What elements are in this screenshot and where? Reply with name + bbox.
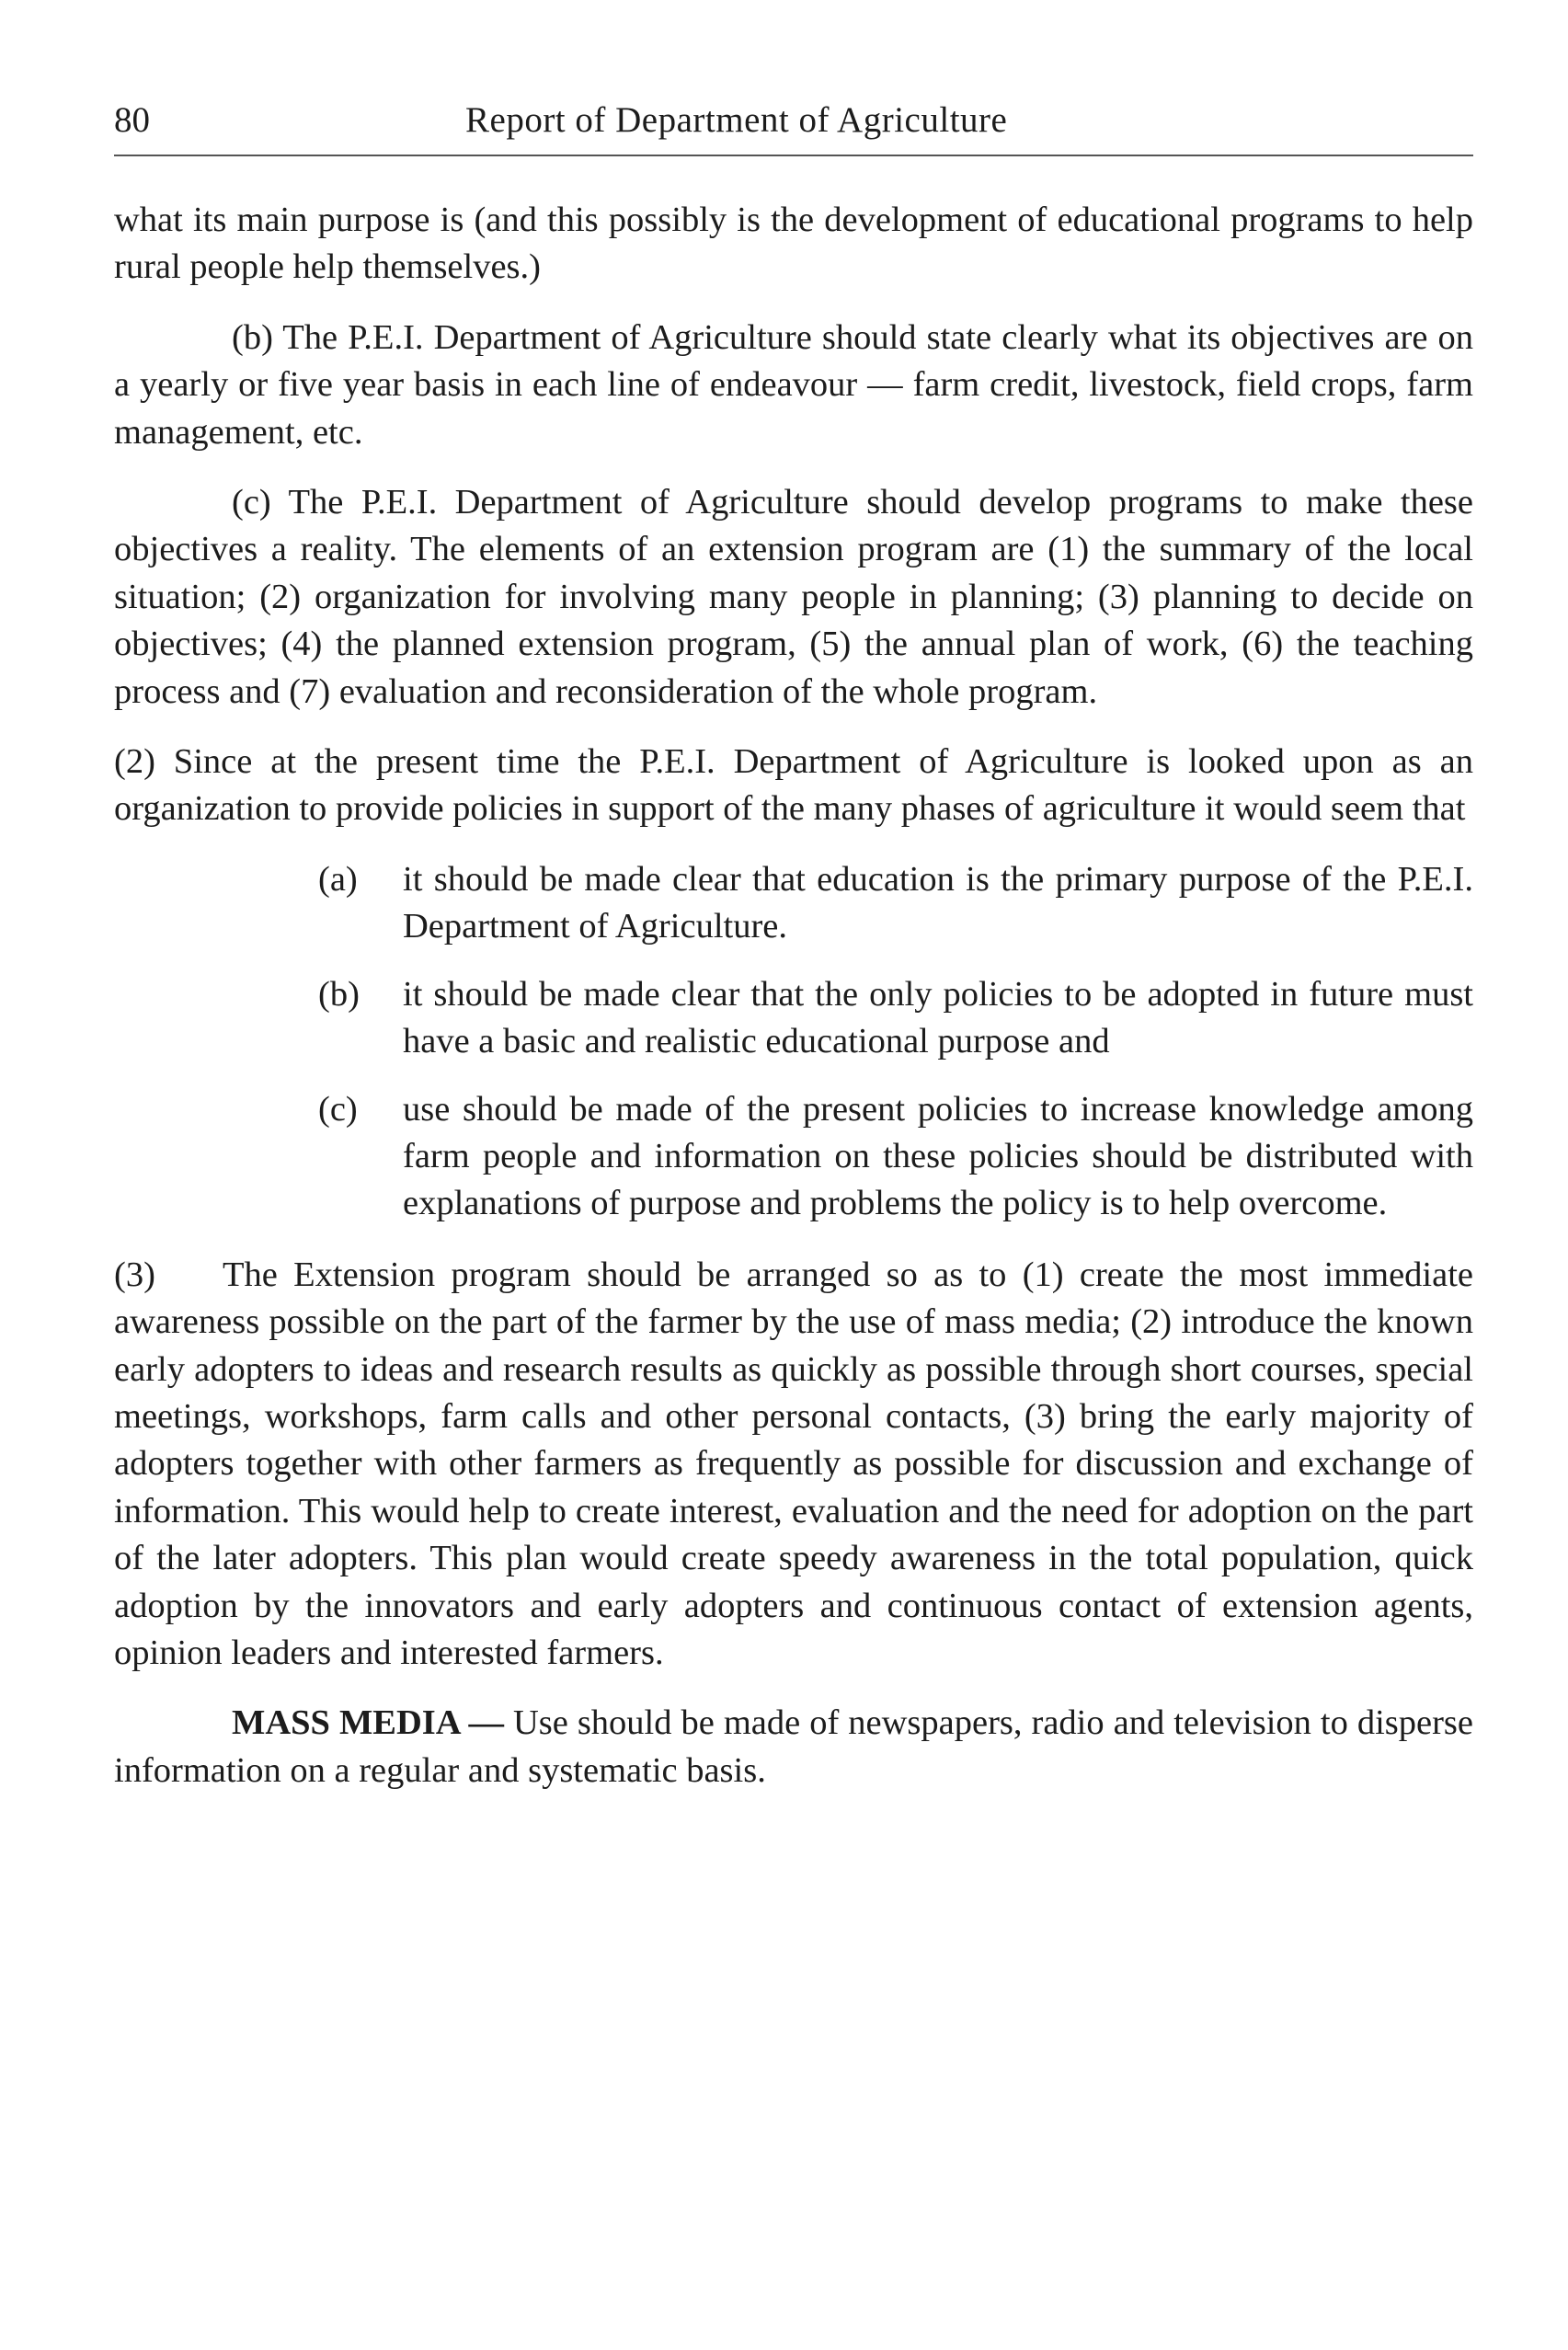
list-item-text: use should be made of the present policies to increase knowledge among farm people and information on these policies should be distributed with explanations of purpose and problems the policy is to help overcome. <box>403 1089 1473 1223</box>
list-marker: (b) <box>318 974 360 1014</box>
paragraph-2: (2) Since at the present time the P.E.I. Department of Agriculture is looked upon as an organization to provide policies in support of the many phases of agriculture it would seem that <box>114 742 1473 829</box>
mass-media-heading: MASS MEDIA — <box>232 1703 504 1743</box>
sub-list <box>318 856 1473 1228</box>
list-item-text: it should be made clear that the only policies to be adopted in future must have a basic and realistic educational purpose and <box>403 974 1473 1061</box>
page-number: 80 <box>114 100 150 140</box>
document-page <box>114 88 1473 1817</box>
list-item <box>318 856 1473 951</box>
paragraph-3-text: The Extension program should be arranged so as to (1) create the most immediate awareness possible on the part of the farmer by the use of mass media; (2) introduce the known early adopters to ideas and research results as quickly as possible through short courses, special meetings, workshops, farm calls and other personal contacts, (3) bring the early majority of adopters together with other farmers as frequently as possible for discussion and exchange of information. This would help to create interest, evaluation and the need for adoption on the part of the later adopters. This plan would create speedy awareness in the total population, quick adoption by the innovators and early adopters and continuous contact of extension agents, opinion leaders and interested farmers. <box>114 1255 1473 1672</box>
mass-media-text: Use should be made of newspapers, radio and television to disperse information on a regular and systematic basis. <box>114 1703 1473 1790</box>
body-text <box>114 197 1473 1794</box>
paragraph-3 <box>114 1252 1473 1678</box>
running-title: Report of Department of Agriculture <box>465 100 1008 140</box>
paragraph-mass-media <box>114 1700 1473 1794</box>
list-marker: (a) <box>318 859 358 899</box>
paragraph-b: (b) The P.E.I. Department of Agriculture should state clearly what its objectives are on a yearly or five year basis in each line of endeavour — farm credit, livestock, field crops, farm management, etc. <box>114 317 1473 452</box>
list-item <box>318 971 1473 1066</box>
list-item <box>318 1086 1473 1228</box>
paragraph-intro: what its main purpose is (and this possibly is the development of educational programs to help rural people help themselves.) <box>114 201 1473 287</box>
running-header <box>114 88 1473 153</box>
list-item-text: it should be made clear that education is the primary purpose of the P.E.I. Department of Agriculture. <box>403 859 1473 946</box>
paragraph-c: (c) The P.E.I. Department of Agriculture should develop programs to make these objectives a reality. The elements of an extension program are (1) the summary of the local situation; (2) organization for involving many people in planning; (3) planning to decide on objectives; (4) the planned extension program, (5) the annual plan of work, (6) the teaching process and (7) evaluation and reconsideration of the whole program. <box>114 483 1473 711</box>
header-rule <box>114 155 1473 156</box>
list-marker: (c) <box>318 1089 358 1129</box>
paragraph-3-marker: (3) <box>114 1255 155 1294</box>
